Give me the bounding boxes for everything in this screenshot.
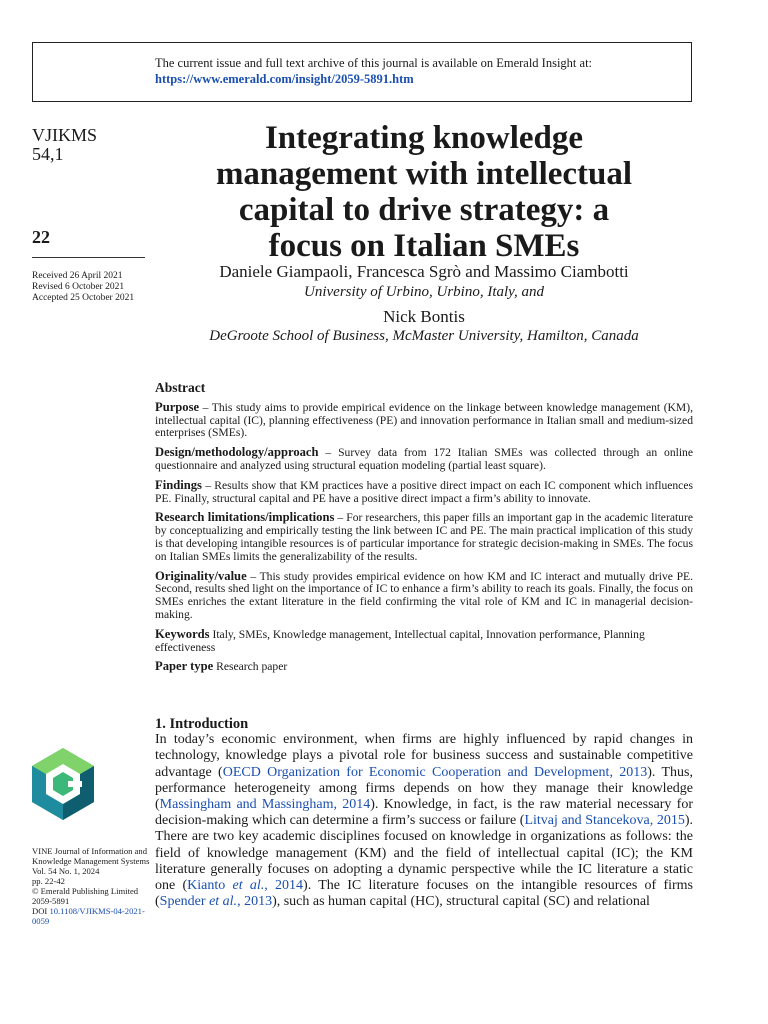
citation-author: Kianto: [187, 878, 233, 894]
article-dates: [32, 271, 134, 304]
body-text: ). Knowledge, in fact, is the raw material necessary for decision-making which can determine a firm’s success or failure (: [155, 797, 693, 829]
body-text: ). Thus, performance heterogeneity among firms depends on how they manage their knowledge (: [155, 764, 693, 813]
keywords-label: Keywords: [155, 626, 210, 641]
citation-link[interactable]: Litvaj and Stancekova, 2015: [524, 813, 685, 829]
abstract-findings: [155, 479, 693, 506]
citation-year: , 2013: [237, 894, 273, 910]
received-date: Received 26 April 2021: [32, 271, 123, 281]
journal-url-link[interactable]: https://www.emerald.com/insight/2059-5891.htm: [155, 72, 414, 86]
keywords: [155, 628, 693, 655]
keywords-text: Italy, SMEs, Knowledge management, Intellectual capital, Innovation performance, Planning effectiveness: [155, 627, 645, 654]
abstract-design: [155, 446, 693, 473]
copyright: © Emerald Publishing Limited: [32, 886, 139, 896]
section-label: Research limitations/implications: [155, 510, 335, 525]
citation-link[interactable]: OECD Organization for Economic Cooperation and Development, 2013: [222, 764, 648, 780]
affiliation-mcmaster: DeGroote School of Business, McMaster University, Hamilton, Canada: [209, 328, 639, 344]
title-line: focus on Italian SMEs: [268, 228, 580, 264]
volume-issue: 54,1: [32, 144, 64, 164]
paper-type: [155, 660, 693, 674]
section-label: Design/methodology/approach: [155, 445, 319, 460]
paper-type-text: Research paper: [213, 660, 288, 674]
journal-info: [32, 846, 150, 926]
article-title: [170, 120, 678, 264]
journal-name: Knowledge Management Systems: [32, 856, 150, 866]
journal-abbrev: VJIKMS: [32, 125, 98, 145]
section-text: – Results show that KM practices have a positive direct impact on each IC component which influences PE. Finally, structural capital and PE have a positive direct impact a firm’s ability to innovate.: [155, 478, 693, 505]
section-text: – This study aims to provide empirical evidence on the linkage between knowledge management (KM), intellectual capital (IC), planning effectiveness (PE) and innovation performance in Italian small and medium-sized enterprises (SMEs).: [155, 400, 693, 440]
revised-date: Revised 6 October 2021: [32, 282, 125, 292]
section-text: – For researchers, this paper fills an important gap in the academic literature by conceptualizing and empirically testing the link between IC and PE. The main practical implication of this study is that developing intangible resources is of particular importance for strategic decision-making in SMEs. The focus on Italian SMEs limits the generalizability of the results.: [155, 511, 693, 563]
journal-code: [32, 126, 97, 164]
title-line: management with intellectual: [215, 156, 633, 192]
introduction-section: [155, 716, 693, 910]
citation-author: Spender: [159, 894, 210, 910]
abstract-originality: [155, 570, 693, 622]
introduction-paragraph: [155, 732, 693, 910]
citation-etal: et al.: [232, 878, 265, 894]
citation-etal: et al.: [209, 894, 238, 910]
sidebar-divider: [32, 257, 145, 258]
accepted-date: Accepted 25 October 2021: [32, 293, 135, 303]
access-notice-text: The current issue and full text archive of this journal is available on Emerald Insight at:: [155, 56, 593, 70]
section-label: Findings: [155, 477, 202, 492]
body-text: ). There are two key academic disciplines focused on knowledge in organizations as follows: the field of knowledge management (KM) and the field of intellectual capital (IC); the KM literature generally focuses on adopting a dynamic perspective while the IC literature a static one (: [155, 813, 694, 894]
abstract-heading: Abstract: [155, 380, 206, 395]
doi-line: [32, 906, 150, 926]
authors-line: Daniele Giampaoli, Francesca Sgrò and Massimo Ciambotti: [219, 262, 629, 281]
introduction-heading: 1. Introduction: [155, 716, 249, 732]
abstract-purpose: [155, 401, 693, 440]
abstract-block: [155, 382, 693, 680]
abstract-limitations: [155, 511, 693, 563]
paper-type-label: Paper type: [155, 659, 214, 674]
doi-label: DOI: [32, 906, 50, 916]
doi-link[interactable]: 10.1108/VJIKMS-04-2021-0059: [32, 906, 145, 926]
page-range: pp. 22-42: [32, 876, 65, 886]
section-text: – Survey data from 172 Italian SMEs was collected through an online questionnaire and analyzed using structural equation modeling (partial least square).: [155, 446, 693, 472]
title-line: capital to drive strategy: a: [238, 192, 610, 228]
citation-link[interactable]: [187, 878, 303, 893]
title-line: Integrating knowledge: [264, 120, 584, 156]
page-number: 22: [32, 227, 50, 247]
section-text: – This study provides empirical evidence on how KM and IC interact and mutually drive PE. Second, results shed light on the importance of IC to enhance a firm’s ability to reach its goals. Finally, the focus on SMEs enriches the extant literature in the field confirming the vital role of KM and IC in managerial decision-making.: [155, 569, 693, 621]
emerald-journal-logo: [32, 748, 94, 820]
author-bontis: Nick Bontis: [383, 307, 465, 326]
section-label: Purpose: [155, 399, 200, 414]
issn: 2059-5891: [32, 896, 70, 906]
citation-link[interactable]: Massingham and Massingham, 2014: [159, 797, 371, 813]
body-text: In today’s economic environment, when firms are highly influenced by rapid changes in technology, knowledge plays a pivotal role for business success and sustainable competitive advantage (: [155, 732, 693, 780]
body-text: ). The IC literature focuses on the intangible resources of firms (: [155, 878, 693, 910]
journal-name: VINE Journal of Information and: [32, 846, 148, 856]
affiliation-urbino: University of Urbino, Urbino, Italy, and: [304, 284, 544, 300]
citation-link[interactable]: [160, 894, 272, 909]
body-text: ), such as human capital (HC), structural capital (SC) and relational: [272, 894, 650, 910]
section-label: Originality/value: [155, 568, 247, 583]
volume-info: Vol. 54 No. 1, 2024: [32, 866, 100, 876]
citation-year: , 2014: [264, 878, 304, 894]
